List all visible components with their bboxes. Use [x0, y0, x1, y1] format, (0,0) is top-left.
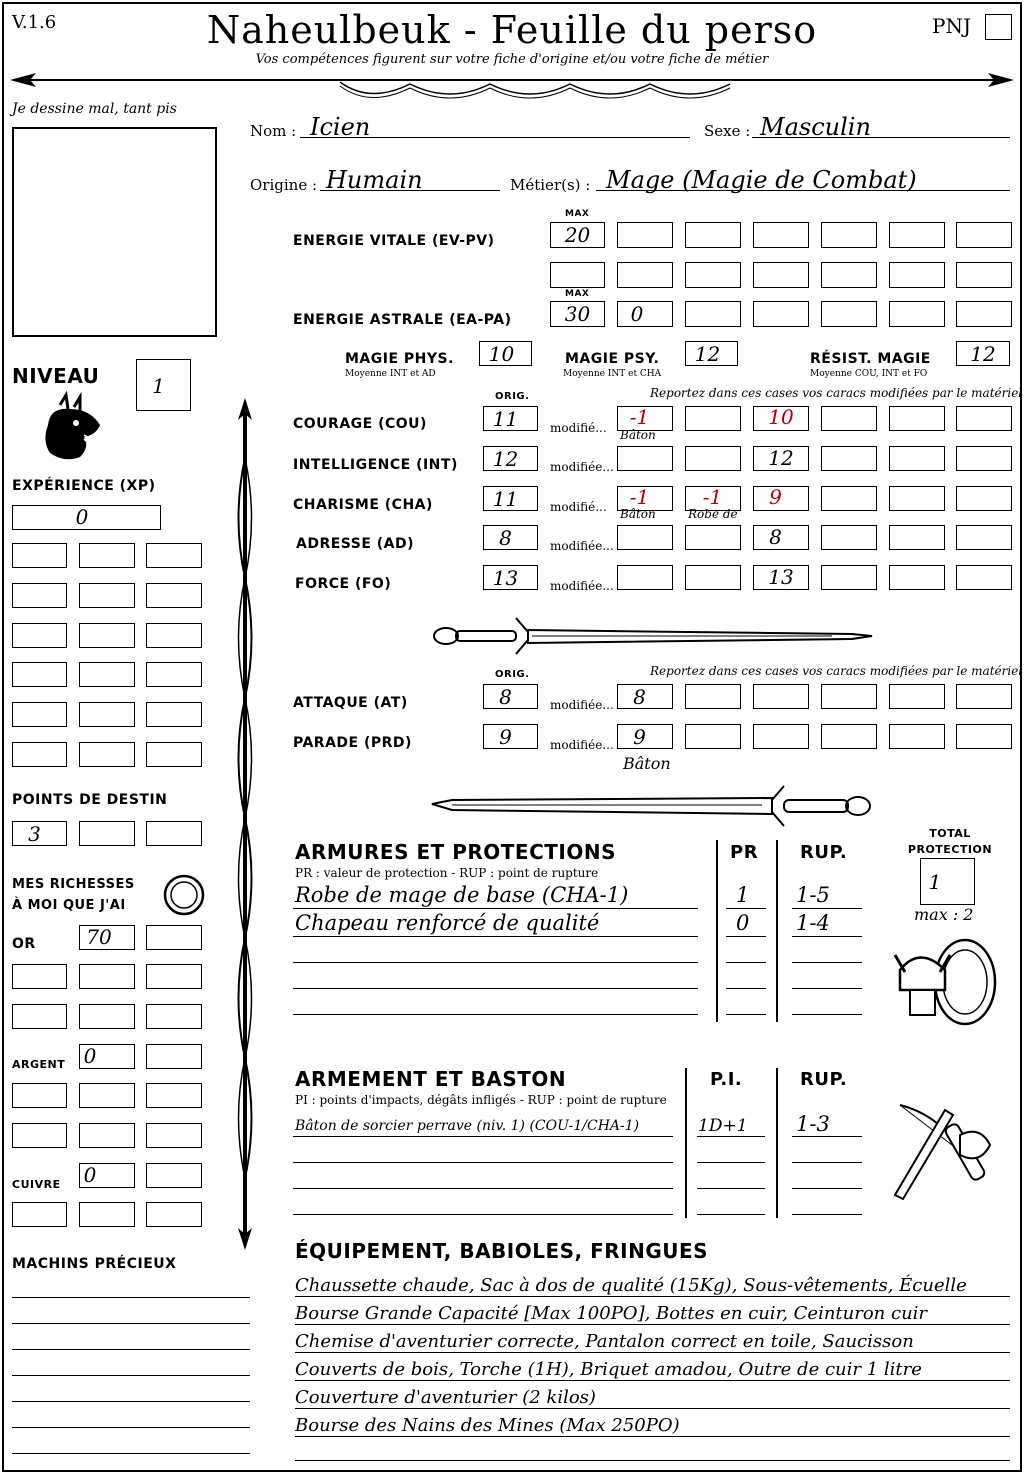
- cuivre-box[interactable]: [79, 1202, 135, 1227]
- at-mod-box[interactable]: [821, 684, 877, 709]
- magie-psy-label: MAGIE PSY.: [565, 351, 660, 367]
- ad-orig-value: 8: [499, 526, 512, 550]
- or-box[interactable]: [146, 925, 202, 950]
- int-orig-value: 12: [492, 447, 519, 471]
- coin-icon: [162, 873, 206, 917]
- or-box[interactable]: [79, 964, 135, 989]
- ea-current-value: 0: [630, 302, 644, 326]
- machins-line[interactable]: [12, 1297, 250, 1298]
- armor-line: [293, 962, 698, 963]
- armor-line: [293, 908, 698, 909]
- resist-magie-value: 12: [970, 342, 996, 366]
- xp-value: 0: [75, 505, 89, 529]
- crossed-weapons-icon: [885, 1095, 1005, 1215]
- at-mod-box[interactable]: [889, 684, 945, 709]
- prd-mod-box[interactable]: [889, 724, 945, 749]
- int-mod-box[interactable]: [956, 446, 1012, 471]
- sexe-value[interactable]: Masculin: [760, 113, 871, 141]
- fo-mod-label: modifiée...: [550, 579, 614, 593]
- xp-grid-box[interactable]: [12, 742, 67, 767]
- cha-mod-box[interactable]: [821, 486, 877, 511]
- vertical-spear-icon: [230, 398, 260, 1250]
- total-protection-label-2: PROTECTION: [907, 843, 993, 856]
- armor-line: [726, 962, 766, 963]
- equipment-line[interactable]: Bourse des Nains des Mines (Max 250PO): [295, 1415, 1010, 1437]
- or-box[interactable]: [12, 1004, 67, 1029]
- ev-label: ENERGIE VITALE (EV-PV): [293, 233, 495, 249]
- armor-line: [293, 936, 698, 937]
- sword-icon: [432, 782, 872, 828]
- weapon-item-name[interactable]: Bâton de sorcier perrave (niv. 1) (COU-1/CHA-1): [295, 1118, 640, 1134]
- portrait-box[interactable]: [12, 127, 217, 337]
- xp-grid-box[interactable]: [146, 543, 202, 568]
- armor-line: [792, 962, 862, 963]
- destin-label: POINTS DE DESTIN: [12, 792, 168, 808]
- int-mod-label: modifiée...: [550, 460, 614, 474]
- pnj-checkbox[interactable]: [985, 14, 1012, 40]
- weapons-divider: [685, 1068, 687, 1218]
- ad-label: ADRESSE (AD): [296, 536, 415, 552]
- xp-grid-box[interactable]: [12, 583, 67, 608]
- ad-mod-label: modifiée...: [550, 539, 614, 553]
- total-protection-value: 1: [928, 870, 942, 894]
- xp-grid-box[interactable]: [146, 742, 202, 767]
- or-label: OR: [12, 936, 36, 952]
- equipment-line[interactable]: Chemise d'aventurier correcte, Pantalon correct en toile, Saucisson: [295, 1331, 1010, 1353]
- ad-mod-box[interactable]: [617, 525, 673, 550]
- magie-psy-sub: Moyenne INT et CHA: [563, 369, 662, 379]
- cou-mod-box[interactable]: [889, 406, 945, 431]
- xp-grid-box[interactable]: [79, 702, 135, 727]
- int-mod-box[interactable]: [889, 446, 945, 471]
- or-box[interactable]: [146, 1004, 202, 1029]
- int-final-value: 12: [768, 446, 794, 470]
- ev-box[interactable]: [685, 262, 741, 288]
- equipment-empty-line: [295, 1460, 1010, 1461]
- cuivre-box[interactable]: [146, 1163, 202, 1188]
- armor-line: [792, 1014, 862, 1015]
- xp-grid-box[interactable]: [79, 742, 135, 767]
- argent-box[interactable]: [79, 1123, 135, 1148]
- xp-grid-box[interactable]: [146, 583, 202, 608]
- fo-label: FORCE (FO): [295, 576, 392, 592]
- ev-box[interactable]: [753, 262, 809, 288]
- armor-subtitle: PR : valeur de protection - RUP : point de rupture: [295, 866, 599, 880]
- or-box[interactable]: [79, 1004, 135, 1029]
- ad-mod-box[interactable]: [821, 525, 877, 550]
- machins-line[interactable]: [12, 1401, 250, 1402]
- combat-orig-label: ORIG.: [495, 669, 530, 680]
- armor-line: [792, 988, 862, 989]
- ea-box[interactable]: [685, 301, 741, 327]
- equipment-line[interactable]: Couverture d'aventurier (2 kilos): [295, 1387, 1010, 1409]
- version-label: V.1.6: [12, 12, 57, 33]
- prd-note: Bâton: [623, 754, 671, 773]
- weapon-line: [792, 1188, 862, 1189]
- prd-mod-label: modifiée...: [550, 738, 614, 752]
- cuivre-value: 0: [83, 1163, 97, 1187]
- argent-box[interactable]: [146, 1123, 202, 1148]
- or-value: 70: [86, 925, 112, 949]
- armor-divider: [776, 840, 778, 1022]
- metier-label: Métier(s) :: [510, 176, 591, 194]
- argent-label: ARGENT: [12, 1058, 66, 1071]
- cou-label: COURAGE (COU): [293, 416, 427, 432]
- argent-box[interactable]: [12, 1123, 67, 1148]
- at-mod-box[interactable]: [956, 684, 1012, 709]
- ev-box[interactable]: [889, 222, 945, 248]
- xp-label: EXPÉRIENCE (XP): [12, 478, 156, 494]
- cou-mod-box[interactable]: [956, 406, 1012, 431]
- weapon-line: [293, 1188, 673, 1189]
- cha-label: CHARISME (CHA): [293, 497, 433, 513]
- armor-item-pr[interactable]: 1: [736, 883, 750, 907]
- weapon-line: [792, 1136, 862, 1137]
- ea-label: ENERGIE ASTRALE (EA-PA): [293, 312, 512, 328]
- fo-mod-box[interactable]: [956, 565, 1012, 590]
- prd-mod-box[interactable]: [685, 724, 741, 749]
- ev-box[interactable]: [685, 222, 741, 248]
- armor-divider: [716, 840, 718, 1022]
- helmet-shield-icon: [890, 930, 1000, 1030]
- prd-label: PARADE (PRD): [293, 735, 412, 751]
- total-protection-label: TOTAL: [929, 827, 971, 840]
- armor-title: ARMURES ET PROTECTIONS: [295, 840, 616, 864]
- cha-mod1-value: -1: [629, 485, 650, 509]
- armor-item-name[interactable]: Robe de mage de base (CHA-1): [295, 883, 629, 907]
- int-label: INTELLIGENCE (INT): [293, 457, 458, 473]
- cha-mod1-note: Bâton: [620, 507, 656, 521]
- xp-grid-box[interactable]: [12, 543, 67, 568]
- weapon-line: [293, 1136, 673, 1137]
- armor-line: [293, 988, 698, 989]
- at-mod-box[interactable]: [685, 684, 741, 709]
- weapons-subtitle: PI : points d'impacts, dégâts infligés - RUP : point de rupture: [295, 1093, 667, 1107]
- armor-line: [726, 936, 766, 937]
- prd-mod-box[interactable]: [821, 724, 877, 749]
- armor-item-rup[interactable]: 1-4: [796, 911, 830, 935]
- combat-report-note: Reportez dans ces cases vos caracs modifiées par le matériel: [650, 664, 1023, 678]
- prd-mod-box[interactable]: [753, 724, 809, 749]
- ad-final-value: 8: [769, 525, 782, 549]
- xp-grid-box[interactable]: [146, 662, 202, 687]
- machins-line[interactable]: [12, 1323, 250, 1324]
- equipment-title: ÉQUIPEMENT, BABIOLES, FRINGUES: [295, 1239, 709, 1263]
- or-box[interactable]: [12, 964, 67, 989]
- nom-label: Nom :: [250, 122, 297, 140]
- magie-psy-value: 12: [694, 342, 721, 366]
- armor-line: [726, 908, 766, 909]
- cou-mod-box[interactable]: [821, 406, 877, 431]
- portrait-caption: Je dessine mal, tant pis: [12, 101, 177, 117]
- weapon-line: [293, 1162, 673, 1163]
- resist-magie-label: RÉSIST. MAGIE: [810, 351, 931, 367]
- prd-mod-value: 9: [633, 725, 646, 749]
- cou-final-value: 10: [768, 405, 794, 429]
- xp-grid-box[interactable]: [12, 623, 67, 648]
- int-mod-box[interactable]: [821, 446, 877, 471]
- weapons-pi-label: P.I.: [710, 1069, 743, 1090]
- orig-label: ORIG.: [495, 391, 530, 402]
- ea-max-value: 30: [564, 302, 591, 326]
- cha-mod2-value: -1: [702, 485, 723, 509]
- armor-line: [792, 908, 862, 909]
- cuivre-box[interactable]: [12, 1202, 67, 1227]
- or-box[interactable]: [146, 964, 202, 989]
- max-protection-note: max : 2: [914, 905, 974, 924]
- weapon-line: [697, 1136, 765, 1137]
- fo-final-value: 13: [768, 565, 794, 589]
- cha-final-value: 9: [769, 485, 782, 509]
- at-label: ATTAQUE (AT): [293, 695, 408, 711]
- ev-box[interactable]: [617, 262, 673, 288]
- cou-mod-note: Bâton: [620, 428, 656, 442]
- cha-mod2-note: Robe de: [688, 507, 738, 521]
- prd-orig-value: 9: [499, 725, 512, 749]
- equipment-line[interactable]: Bourse Grande Capacité [Max 100PO], Bottes en cuir, Ceinturon cuir: [295, 1303, 1010, 1325]
- argent-box[interactable]: [146, 1044, 202, 1069]
- xp-grid-box[interactable]: [79, 543, 135, 568]
- equipment-line[interactable]: Couverts de bois, Torche (1H), Briquet amadou, Outre de cuir 1 litre: [295, 1359, 1010, 1381]
- weapons-rup-label: RUP.: [800, 1069, 848, 1090]
- magie-phys-sub: Moyenne INT et AD: [345, 369, 436, 379]
- ad-mod-box[interactable]: [889, 525, 945, 550]
- ev-box[interactable]: [617, 222, 673, 248]
- xp-grid-box[interactable]: [12, 702, 67, 727]
- subtitle: Vos compétences figurent sur votre fiche d'origine et/ou votre fiche de métier: [255, 52, 769, 67]
- weapon-item-rup[interactable]: 1-3: [796, 1112, 830, 1136]
- int-mod-box[interactable]: [685, 446, 741, 471]
- ad-mod-box[interactable]: [956, 525, 1012, 550]
- ev-box[interactable]: [821, 262, 877, 288]
- ea-box[interactable]: [889, 301, 945, 327]
- dragon-icon: [40, 395, 104, 465]
- ev-box[interactable]: [956, 262, 1012, 288]
- fo-mod-box[interactable]: [685, 565, 741, 590]
- cha-mod-label: modifié...: [550, 500, 607, 514]
- ev-max-value: 20: [564, 223, 591, 247]
- argent-box[interactable]: [79, 1083, 135, 1108]
- page-title: Naheulbeuk - Feuille du perso: [206, 8, 818, 52]
- resist-magie-sub: Moyenne COU, INT et FO: [810, 369, 928, 379]
- origine-label: Origine :: [250, 176, 318, 194]
- cuivre-label: CUIVRE: [12, 1178, 61, 1191]
- ad-mod-box[interactable]: [685, 525, 741, 550]
- armor-item-name[interactable]: Chapeau renforcé de qualité: [295, 911, 600, 935]
- richesses-label-2: À MOI QUE J'AI: [12, 898, 126, 913]
- magie-phys-label: MAGIE PHYS.: [345, 351, 454, 367]
- cou-mod-value: -1: [629, 405, 650, 429]
- argent-box[interactable]: [146, 1083, 202, 1108]
- destin-value: 3: [28, 822, 41, 846]
- weapon-line: [697, 1188, 765, 1189]
- prd-mod-box[interactable]: [956, 724, 1012, 749]
- armor-pr-label: PR: [730, 842, 759, 863]
- weapon-line: [697, 1162, 765, 1163]
- cha-orig-value: 11: [492, 487, 519, 511]
- at-mod-label: modifiée...: [550, 698, 614, 712]
- ea-box[interactable]: [821, 301, 877, 327]
- machins-line[interactable]: [12, 1375, 250, 1376]
- ea-box[interactable]: [956, 301, 1012, 327]
- xp-grid-box[interactable]: [79, 662, 135, 687]
- cuivre-box[interactable]: [146, 1202, 202, 1227]
- argent-box[interactable]: [12, 1083, 67, 1108]
- machins-line[interactable]: [12, 1453, 250, 1454]
- metier-value[interactable]: Mage (Magie de Combat): [606, 166, 917, 194]
- fo-mod-box[interactable]: [617, 565, 673, 590]
- ea-box[interactable]: [753, 301, 809, 327]
- richesses-label: MES RICHESSES: [12, 877, 135, 892]
- armor-item-rup[interactable]: 1-5: [796, 883, 830, 907]
- origine-value[interactable]: Humain: [326, 166, 423, 194]
- ev-max-label: MAX: [565, 209, 590, 219]
- magie-phys-value: 10: [488, 342, 515, 366]
- destin-box[interactable]: [146, 821, 202, 846]
- argent-value: 0: [83, 1044, 97, 1068]
- sexe-label: Sexe :: [704, 122, 751, 140]
- equipment-line[interactable]: Chaussette chaude, Sac à dos de qualité (15Kg), Sous-vêtements, Écuelle: [295, 1275, 1010, 1297]
- ea-max-label: MAX: [565, 289, 590, 299]
- sword-icon: [432, 612, 872, 658]
- cou-mod-label: modifié...: [550, 421, 607, 435]
- weapons-divider: [776, 1068, 778, 1218]
- armor-line: [726, 988, 766, 989]
- armor-line: [293, 1014, 698, 1015]
- ev-box[interactable]: [889, 262, 945, 288]
- weapon-line: [697, 1214, 765, 1215]
- xp-grid-box[interactable]: [12, 662, 67, 687]
- report-note: Reportez dans ces cases vos caracs modifiées par le matériel: [650, 386, 1023, 400]
- ev-box[interactable]: [753, 222, 809, 248]
- int-mod-box[interactable]: [617, 446, 673, 471]
- armor-line: [792, 936, 862, 937]
- armor-item-pr[interactable]: 0: [736, 911, 750, 935]
- nom-value[interactable]: Icien: [310, 113, 371, 141]
- armor-rup-label: RUP.: [800, 842, 848, 863]
- at-orig-value: 8: [499, 685, 512, 709]
- destin-box[interactable]: [79, 821, 135, 846]
- weapon-item-pi[interactable]: 1D+1: [698, 1116, 748, 1136]
- ev-box[interactable]: [550, 262, 605, 288]
- xp-grid-box[interactable]: [146, 623, 202, 648]
- machins-label: MACHINS PRÉCIEUX: [12, 1256, 177, 1272]
- weapon-line: [792, 1162, 862, 1163]
- xp-grid-box[interactable]: [79, 623, 135, 648]
- pnj-label: PNJ: [932, 14, 971, 38]
- fo-orig-value: 13: [492, 566, 519, 590]
- ev-box[interactable]: [956, 222, 1012, 248]
- fo-mod-box[interactable]: [821, 565, 877, 590]
- at-mod-box[interactable]: [753, 684, 809, 709]
- cou-mod-box[interactable]: [685, 406, 741, 431]
- armor-line: [726, 1014, 766, 1015]
- weapon-line: [293, 1214, 673, 1215]
- machins-line[interactable]: [12, 1427, 250, 1428]
- cha-mod-box[interactable]: [889, 486, 945, 511]
- niveau-label: NIVEAU: [12, 364, 100, 388]
- cou-orig-value: 11: [492, 407, 519, 431]
- cha-mod-box[interactable]: [956, 486, 1012, 511]
- machins-line[interactable]: [12, 1349, 250, 1350]
- at-mod-value: 8: [633, 685, 646, 709]
- niveau-value: 1: [152, 374, 165, 398]
- weapon-line: [792, 1214, 862, 1215]
- xp-grid-box[interactable]: [146, 702, 202, 727]
- xp-grid-box[interactable]: [79, 583, 135, 608]
- weapons-title: ARMEMENT ET BASTON: [295, 1067, 567, 1091]
- fo-mod-box[interactable]: [889, 565, 945, 590]
- ev-box[interactable]: [821, 222, 877, 248]
